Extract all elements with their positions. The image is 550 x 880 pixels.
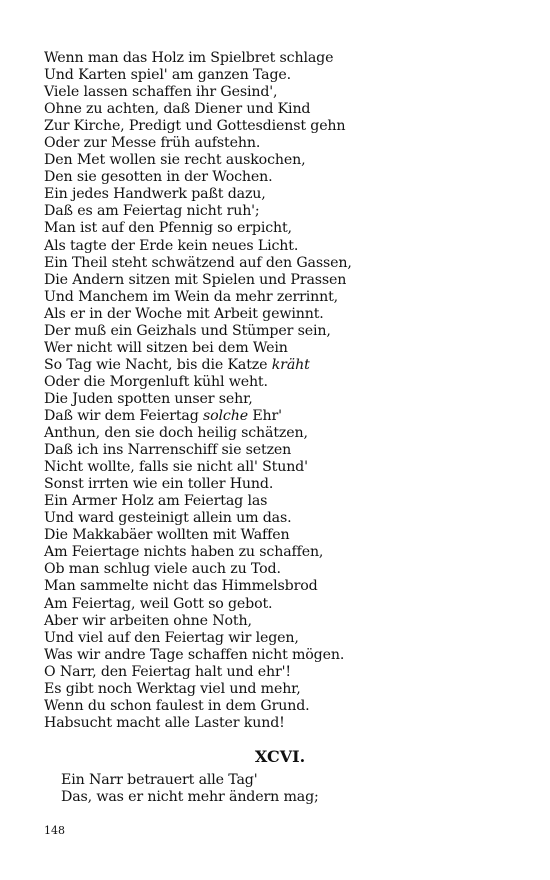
page-number: 148: [44, 824, 65, 837]
poem-line: Den Met wollen sie recht auskochen,: [44, 152, 306, 169]
poem-line: Man ist auf den Pfennig so erpicht,: [44, 220, 292, 237]
poem-line: Daß es am Feiertag nicht ruh';: [44, 203, 260, 220]
poem-line: Die Andern sitzen mit Spielen und Prassen: [44, 271, 347, 288]
poem-line: Und viel auf den Feiertag wir legen,: [44, 629, 299, 646]
poem-text: [44, 50, 524, 732]
poem-line: Ein Armer Holz am Feiertag las: [44, 493, 268, 510]
poem-line: Oder die Morgenluft kühl weht.: [44, 373, 268, 390]
poem-line: Ein Theil steht schwätzend auf den Gassen,: [44, 254, 352, 271]
emphasized-word: kräht: [271, 356, 310, 373]
poem-line: Die Juden spotten unser sehr,: [44, 390, 253, 407]
poem-line: Wenn du schon faulest in dem Grund.: [44, 697, 310, 714]
poem-line: [44, 408, 524, 425]
poem-line: Sonst irrten wie ein toller Hund.: [44, 476, 274, 493]
poem-line: Ein jedes Handwerk paßt dazu,: [44, 186, 266, 203]
poem-line: Anthun, den sie doch heilig schätzen,: [44, 425, 308, 442]
poem-line: Oder zur Messe früh aufstehn.: [44, 135, 261, 152]
poem-line: Habsucht macht alle Laster kund!: [44, 714, 285, 731]
poem-line: Die Makkabäer wollten mit Waffen: [44, 527, 290, 544]
poem-line: O Narr, den Feiertag halt und ehr'!: [44, 663, 291, 680]
poem-line: Ohne zu achten, daß Diener und Kind: [44, 101, 311, 118]
poem-line: Als er in der Woche mit Arbeit gewinnt.: [44, 305, 324, 322]
poem-line: Und Karten spiel' am ganzen Tage.: [44, 67, 291, 84]
poem-line-text: So Tag wie Nacht, bis die Katze: [44, 356, 272, 373]
poem-line: Das, was er nicht mehr ändern mag;: [61, 789, 319, 806]
poem-line: Was wir andre Tage schaffen nicht mögen.: [44, 646, 345, 663]
poem-line: Wenn man das Holz im Spielbret schlage: [44, 50, 334, 66]
poem-line: Aber wir arbeiten ohne Noth,: [44, 612, 252, 629]
section-opening-lines: [61, 772, 521, 806]
poem-line-text: Ehr': [247, 407, 282, 424]
poem-line: Man sammelte nicht das Himmelsbrod: [44, 578, 318, 595]
poem-line: Den sie gesotten in der Wochen.: [44, 169, 273, 186]
poem-line: Ob man schlug viele auch zu Tod.: [44, 561, 281, 578]
emphasized-word: solche: [203, 407, 248, 424]
poem-line: Als tagte der Erde kein neues Licht.: [44, 237, 299, 254]
poem-line: Wer nicht will sitzen bei dem Wein: [44, 339, 288, 356]
poem-line: Am Feiertage nichts haben zu schaffen,: [44, 544, 324, 561]
poem-line: Der muß ein Geizhals und Stümper sein,: [44, 322, 331, 339]
poem-line-text: Daß wir dem Feiertag: [44, 407, 204, 424]
poem-line: Und ward gesteinigt allein um das.: [44, 510, 292, 527]
section-heading: XCVI.: [254, 747, 306, 766]
poem-line: Viele lassen schaffen ihr Gesind',: [44, 84, 278, 101]
poem-line: Am Feiertag, weil Gott so gebot.: [44, 595, 273, 612]
poem-line: Daß ich ins Narrenschiff sie setzen: [44, 442, 292, 459]
poem-line: [44, 357, 524, 374]
poem-line: Nicht wollte, falls sie nicht all' Stund': [44, 459, 308, 476]
poem-line: Zur Kirche, Predigt und Gottesdienst gehn: [44, 118, 346, 135]
poem-line: Ein Narr betrauert alle Tag': [61, 772, 258, 788]
poem-line: Und Manchem im Wein da mehr zerrinnt,: [44, 288, 338, 305]
poem-line: Es gibt noch Werktag viel und mehr,: [44, 680, 301, 697]
